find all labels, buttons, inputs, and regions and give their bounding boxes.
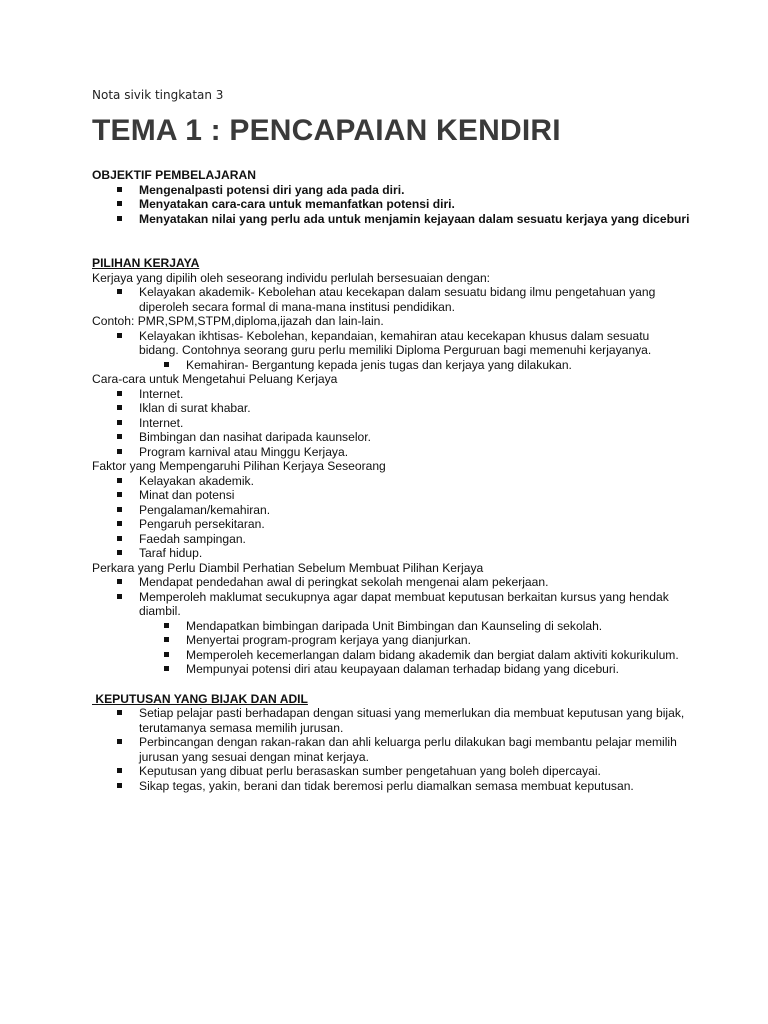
keputusan-list <box>92 706 692 793</box>
list-item: Mendapat pendedahan awal di peringkat sekolah mengenai alam pekerjaan. <box>92 575 692 590</box>
objektif-heading: OBJEKTIF PEMBELAJARAN <box>92 168 256 182</box>
list-item: Internet. <box>92 416 692 431</box>
kemahiran-list <box>92 358 692 373</box>
cara-heading: Cara-cara untuk Mengetahui Peluang Kerjaya <box>92 372 338 386</box>
list-item: Perbincangan dengan rakan-rakan dan ahli keluarga perlu dilakukan bagi membantu pelajar memilih jurusan yang sesuai dengan minat kerjaya. <box>92 735 692 764</box>
pilihan-heading: PILIHAN KERJAYA <box>92 256 200 270</box>
list-item: Program karnival atau Minggu Kerjaya. <box>92 445 692 460</box>
list-item: Internet. <box>92 387 692 402</box>
objektif-list <box>92 183 692 227</box>
keputusan-heading: KEPUTUSAN YANG BIJAK DAN ADIL <box>92 691 308 706</box>
pilihan-intro: Kerjaya yang dipilih oleh seseorang individu perlulah bersesuaian dengan: <box>92 270 491 285</box>
list-item: Mengenalpasti potensi diri yang ada pada diri. <box>92 183 692 198</box>
akademik-list <box>92 285 692 314</box>
list-item: Kelayakan akademik- Kebolehan atau kecekapan dalam sesuatu bidang ilmu pengetahuan yang diperoleh secara formal di mana-mana institusi pendidikan. <box>92 285 692 314</box>
perkara-list <box>92 575 692 619</box>
header-note: Nota sivik tingkatan 3 <box>92 88 224 102</box>
list-item: Faedah sampingan. <box>92 532 692 547</box>
ikhtisas-list <box>92 329 692 358</box>
list-item: Taraf hidup. <box>92 546 692 561</box>
list-item: Kelayakan ikhtisas- Kebolehan, kepandaian, kemahiran atau kecekapan khusus dalam sesuatu bidang. Contohnya seorang guru perlu memiliki Diploma Perguruan bagi memenuhi kerjayanya. <box>92 329 692 358</box>
list-item: Sikap tegas, yakin, berani dan tidak beremosi perlu diamalkan semasa membuat keputusan. <box>92 779 692 794</box>
document-body <box>92 168 692 793</box>
list-item: Bimbingan dan nasihat daripada kaunselor. <box>92 430 692 445</box>
perkara-sub-list <box>92 619 692 677</box>
list-item: Menyertai program-program kerjaya yang dianjurkan. <box>92 633 692 648</box>
list-item: Minat dan potensi <box>92 488 692 503</box>
list-item: Menyatakan nilai yang perlu ada untuk menjamin kejayaan dalam sesuatu kerjaya yang diceburi <box>92 212 692 227</box>
list-item: Keputusan yang dibuat perlu berasaskan sumber pengetahuan yang boleh dipercayai. <box>92 764 692 779</box>
list-item: Kemahiran- Bergantung kepada jenis tugas dan kerjaya yang dilakukan. <box>92 358 692 373</box>
list-item: Memperoleh maklumat secukupnya agar dapat membuat keputusan berkaitan kursus yang hendak diambil. <box>92 590 692 619</box>
list-item: Kelayakan akademik. <box>92 474 692 489</box>
list-item: Pengalaman/kemahiran. <box>92 503 692 518</box>
list-item: Mendapatkan bimbingan daripada Unit Bimbingan dan Kaunseling di sekolah. <box>92 619 692 634</box>
list-item: Memperoleh kecemerlangan dalam bidang akademik dan bergiat dalam aktiviti kokurikulum. <box>92 648 692 663</box>
list-item: Mempunyai potensi diri atau keupayaan dalaman terhadap bidang yang diceburi. <box>92 662 692 677</box>
list-item: Menyatakan cara-cara untuk memanfatkan potensi diri. <box>92 197 692 212</box>
contoh-text: Contoh: PMR,SPM,STPM,diploma,ijazah dan lain-lain. <box>92 314 384 328</box>
faktor-heading: Faktor yang Mempengaruhi Pilihan Kerjaya Seseorang <box>92 459 386 473</box>
list-item: Iklan di surat khabar. <box>92 401 692 416</box>
page-title: TEMA 1 : PENCAPAIAN KENDIRI <box>92 114 561 147</box>
perkara-heading: Perkara yang Perlu Diambil Perhatian Sebelum Membuat Pilihan Kerjaya <box>92 560 484 575</box>
cara-list <box>92 387 692 460</box>
list-item: Setiap pelajar pasti berhadapan dengan situasi yang memerlukan dia membuat keputusan yang bijak, terutamanya semasa memilih jurusan. <box>92 706 692 735</box>
list-item: Pengaruh persekitaran. <box>92 517 692 532</box>
faktor-list <box>92 474 692 561</box>
